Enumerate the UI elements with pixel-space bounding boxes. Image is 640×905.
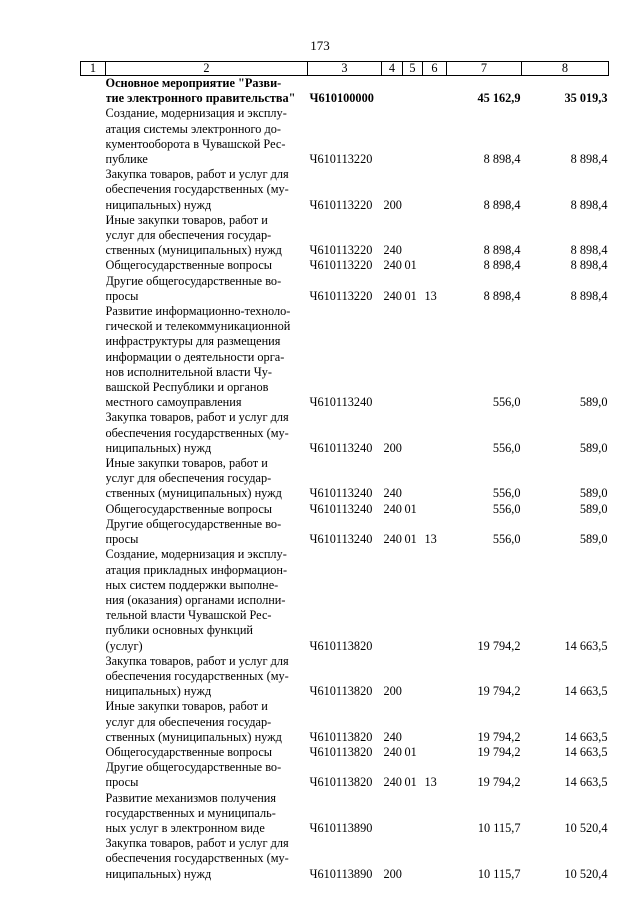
- description-line: ных систем поддержки выполне-: [105, 577, 279, 592]
- table-row: [81, 76, 609, 107]
- amount-year-2-cell: 10 520,4: [564, 820, 608, 835]
- section-cell: [403, 213, 423, 259]
- expense-type-cell: [382, 76, 403, 107]
- amount-year-2-cell: 14 663,5: [564, 729, 608, 744]
- description-line: ниципальных) нужд: [105, 684, 212, 699]
- expense-type-cell: 240: [383, 243, 402, 258]
- table-row: [81, 760, 609, 790]
- subsection-cell: [423, 106, 447, 167]
- amount-year-1-cell: 556,0: [492, 486, 521, 501]
- target-code-cell: Ч610113820: [309, 744, 373, 759]
- description-line: Иные закупки товаров, работ и: [105, 699, 268, 714]
- column-header: 1: [81, 62, 106, 76]
- description-cell: [106, 258, 308, 273]
- target-code-cell: Ч610113220: [309, 243, 373, 258]
- amount-year-2-cell: 589,0: [579, 395, 608, 410]
- amount-year-1-cell: 10 115,7: [477, 820, 521, 835]
- description-cell: [106, 760, 308, 790]
- description-line: Иные закупки товаров, работ и: [105, 456, 268, 471]
- row-number-cell: [81, 304, 106, 410]
- table-row: [81, 274, 609, 304]
- expense-type-cell: 240: [383, 729, 402, 744]
- row-number-cell: [81, 410, 106, 456]
- section-cell: 01: [404, 288, 417, 303]
- expense-type-cell: [382, 304, 403, 410]
- table-row: [81, 167, 609, 213]
- subsection-cell: [423, 547, 447, 653]
- amount-year-2-cell: 8 898,4: [570, 197, 608, 212]
- description-line: Развитие информационно-техноло-: [105, 304, 291, 319]
- description-line: обеспечения государственных (му-: [105, 182, 289, 197]
- description-line: ных услуг в электронном виде: [105, 820, 265, 835]
- subsection-cell: [423, 502, 447, 517]
- description-line: публике: [105, 152, 148, 167]
- subsection-cell: [423, 836, 447, 882]
- column-header: 8: [522, 62, 609, 76]
- row-number-cell: [81, 654, 106, 700]
- expense-type-cell: 240: [383, 775, 402, 790]
- table-row: [81, 699, 609, 745]
- description-line: обеспечения государственных (му-: [105, 851, 289, 866]
- description-line: Общегосударственные вопросы: [105, 258, 273, 273]
- table-row: [81, 410, 609, 456]
- expense-type-cell: 240: [383, 744, 402, 759]
- description-cell: [106, 167, 308, 213]
- column-header: 4: [382, 62, 403, 76]
- description-line: Создание, модернизация и эксплу-: [105, 106, 287, 121]
- target-code-cell: Ч610113220: [309, 258, 373, 273]
- expense-type-cell: 200: [383, 684, 402, 699]
- description-line: ниципальных) нужд: [105, 866, 212, 881]
- table-row: [81, 745, 609, 760]
- target-code-cell: Ч610113820: [309, 638, 373, 653]
- amount-year-1-cell: 8 898,4: [483, 152, 521, 167]
- amount-year-1-cell: 8 898,4: [483, 258, 521, 273]
- description-line: вашской Республики и органов: [105, 380, 269, 395]
- target-code-cell: Ч610113240: [309, 440, 373, 455]
- amount-year-2-cell: 589,0: [579, 440, 608, 455]
- expense-type-cell: 200: [383, 866, 402, 881]
- section-cell: 01: [404, 744, 417, 759]
- target-code-cell: Ч610113820: [309, 684, 373, 699]
- description-line: тельной власти Чувашской Рес-: [105, 608, 272, 623]
- description-line: обеспечения государственных (му-: [105, 425, 289, 440]
- description-line: ния (оказания) органами исполни-: [105, 592, 286, 607]
- description-line: Закупка товаров, работ и услуг для: [105, 653, 289, 668]
- expense-type-cell: [382, 547, 403, 653]
- target-code-cell: Ч610113240: [309, 395, 373, 410]
- amount-year-1-cell: 45 162,9: [477, 91, 521, 106]
- table-row: [81, 836, 609, 882]
- row-number-cell: [81, 274, 106, 304]
- description-cell: [106, 836, 308, 882]
- table-row: [81, 304, 609, 410]
- description-line: обеспечения государственных (му-: [105, 668, 289, 683]
- description-line: нов исполнительной власти Чу-: [105, 364, 272, 379]
- section-cell: [403, 547, 423, 653]
- target-code-cell: Ч610113890: [309, 820, 373, 835]
- amount-year-2-cell: 14 663,5: [564, 775, 608, 790]
- description-line: тие электронного правительства": [105, 91, 296, 106]
- section-cell: 01: [404, 258, 417, 273]
- subsection-cell: 13: [424, 288, 437, 303]
- amount-year-2-cell: 35 019,3: [564, 91, 608, 106]
- row-number-cell: [81, 76, 106, 107]
- expense-type-cell: 240: [383, 258, 402, 273]
- subsection-cell: [423, 699, 447, 745]
- amount-year-2-cell: 8 898,4: [570, 258, 608, 273]
- row-number-cell: [81, 106, 106, 167]
- expense-type-cell: 200: [383, 197, 402, 212]
- amount-year-1-cell: 19 794,2: [477, 684, 521, 699]
- description-line: Создание, модернизация и эксплу-: [105, 547, 287, 562]
- section-cell: 01: [404, 501, 417, 516]
- target-code-cell: Ч610113240: [309, 486, 373, 501]
- description-cell: [106, 410, 308, 456]
- amount-year-1-cell: 8 898,4: [483, 288, 521, 303]
- description-cell: [106, 654, 308, 700]
- row-number-cell: [81, 258, 106, 273]
- description-cell: [106, 76, 308, 107]
- row-number-cell: [81, 791, 106, 837]
- amount-year-1-cell: 556,0: [492, 532, 521, 547]
- description-cell: [106, 106, 308, 167]
- column-header: 3: [308, 62, 382, 76]
- amount-year-1-cell: 19 794,2: [477, 775, 521, 790]
- amount-year-2-cell: 10 520,4: [564, 866, 608, 881]
- subsection-cell: [423, 745, 447, 760]
- section-cell: [403, 456, 423, 502]
- description-line: публики основных функций: [105, 623, 253, 638]
- row-number-cell: [81, 517, 106, 547]
- description-line: ственных (муниципальных) нужд: [105, 486, 282, 501]
- description-line: услуг для обеспечения государ-: [105, 714, 272, 729]
- description-line: Другие общегосударственные во-: [105, 273, 282, 288]
- description-line: ниципальных) нужд: [105, 197, 212, 212]
- subsection-cell: 13: [424, 775, 437, 790]
- table-row: [81, 258, 609, 273]
- section-cell: [403, 699, 423, 745]
- description-line: Развитие механизмов получения: [105, 790, 277, 805]
- target-code-cell: Ч610113220: [309, 197, 373, 212]
- amount-year-1-cell: 8 898,4: [483, 197, 521, 212]
- budget-table: [80, 61, 609, 882]
- expense-type-cell: [382, 791, 403, 837]
- description-cell: [106, 274, 308, 304]
- target-code-cell: Ч610100000: [309, 91, 374, 106]
- description-line: ственных (муниципальных) нужд: [105, 243, 282, 258]
- section-cell: [403, 791, 423, 837]
- description-cell: [106, 547, 308, 653]
- description-line: ниципальных) нужд: [105, 440, 212, 455]
- description-line: Закупка товаров, работ и услуг для: [105, 836, 289, 851]
- description-line: Общегосударственные вопросы: [105, 501, 273, 516]
- expense-type-cell: 240: [383, 486, 402, 501]
- expense-type-cell: 200: [383, 440, 402, 455]
- amount-year-2-cell: 14 663,5: [564, 638, 608, 653]
- target-code-cell: Ч610113220: [309, 288, 373, 303]
- subsection-cell: [423, 76, 447, 107]
- subsection-cell: [423, 258, 447, 273]
- subsection-cell: [423, 456, 447, 502]
- description-line: Закупка товаров, работ и услуг для: [105, 167, 289, 182]
- target-code-cell: Ч610113240: [309, 532, 373, 547]
- row-number-cell: [81, 456, 106, 502]
- description-line: Иные закупки товаров, работ и: [105, 212, 268, 227]
- description-line: местного самоуправления: [105, 395, 242, 410]
- description-cell: [106, 745, 308, 760]
- amount-year-1-cell: 556,0: [492, 395, 521, 410]
- subsection-cell: [423, 410, 447, 456]
- row-number-cell: [81, 745, 106, 760]
- table-row: [81, 456, 609, 502]
- description-line: гической и телекоммуникационной: [105, 319, 291, 334]
- description-line: инфраструктуры для размещения: [105, 334, 281, 349]
- row-number-cell: [81, 836, 106, 882]
- description-line: Другие общегосударственные во-: [105, 516, 282, 531]
- column-header-row: [81, 62, 609, 76]
- row-number-cell: [81, 213, 106, 259]
- column-header: 5: [403, 62, 423, 76]
- amount-year-1-cell: 556,0: [492, 440, 521, 455]
- column-header: 6: [423, 62, 447, 76]
- target-code-cell: Ч610113220: [309, 152, 373, 167]
- section-cell: [403, 304, 423, 410]
- target-code-cell: Ч610113240: [309, 501, 373, 516]
- table-row: [81, 517, 609, 547]
- amount-year-2-cell: 589,0: [579, 532, 608, 547]
- amount-year-2-cell: 14 663,5: [564, 684, 608, 699]
- amount-year-2-cell: 8 898,4: [570, 288, 608, 303]
- description-line: атация системы электронного до-: [105, 121, 282, 136]
- description-line: (услуг): [105, 638, 143, 653]
- section-cell: 01: [404, 532, 417, 547]
- expense-type-cell: 240: [383, 288, 402, 303]
- description-cell: [106, 213, 308, 259]
- description-cell: [106, 502, 308, 517]
- description-line: Другие общегосударственные во-: [105, 760, 282, 775]
- description-cell: [106, 304, 308, 410]
- description-cell: [106, 699, 308, 745]
- expense-type-cell: [382, 106, 403, 167]
- amount-year-2-cell: 8 898,4: [570, 243, 608, 258]
- description-line: услуг для обеспечения государ-: [105, 471, 272, 486]
- target-code-cell: Ч610113820: [309, 729, 373, 744]
- table-row: [81, 213, 609, 259]
- table-row: [81, 791, 609, 837]
- amount-year-2-cell: 589,0: [579, 486, 608, 501]
- description-line: Закупка товаров, работ и услуг для: [105, 410, 289, 425]
- subsection-cell: 13: [424, 532, 437, 547]
- table-row: [81, 502, 609, 517]
- description-line: кументооборота в Чувашской Рес-: [105, 136, 286, 151]
- table-row: [81, 547, 609, 653]
- section-cell: [403, 836, 423, 882]
- subsection-cell: [423, 213, 447, 259]
- amount-year-1-cell: 19 794,2: [477, 744, 521, 759]
- description-line: услуг для обеспечения государ-: [105, 228, 272, 243]
- row-number-cell: [81, 547, 106, 653]
- subsection-cell: [423, 791, 447, 837]
- section-cell: [403, 167, 423, 213]
- description-line: государственных и муниципаль-: [105, 805, 276, 820]
- section-cell: [403, 410, 423, 456]
- description-line: Основное мероприятие "Разви-: [105, 76, 282, 90]
- row-number-cell: [81, 167, 106, 213]
- section-cell: [403, 106, 423, 167]
- amount-year-2-cell: 14 663,5: [564, 744, 608, 759]
- page-number: 173: [310, 38, 330, 53]
- subsection-cell: [423, 654, 447, 700]
- description-cell: [106, 456, 308, 502]
- description-line: информации о деятельности орга-: [105, 349, 285, 364]
- table-row: [81, 654, 609, 700]
- target-code-cell: Ч610113820: [309, 775, 373, 790]
- amount-year-1-cell: 19 794,2: [477, 638, 521, 653]
- amount-year-1-cell: 10 115,7: [477, 866, 521, 881]
- amount-year-1-cell: 556,0: [492, 501, 521, 516]
- subsection-cell: [423, 304, 447, 410]
- description-line: ственных (муниципальных) нужд: [105, 729, 282, 744]
- description-line: Общегосударственные вопросы: [105, 744, 273, 759]
- expense-type-cell: 240: [383, 501, 402, 516]
- row-number-cell: [81, 502, 106, 517]
- description-line: просы: [105, 532, 139, 547]
- amount-year-2-cell: 589,0: [579, 501, 608, 516]
- section-cell: [403, 76, 423, 107]
- row-number-cell: [81, 699, 106, 745]
- subsection-cell: [423, 167, 447, 213]
- expense-type-cell: 240: [383, 532, 402, 547]
- section-cell: 01: [404, 775, 417, 790]
- description-line: просы: [105, 775, 139, 790]
- amount-year-2-cell: 8 898,4: [570, 152, 608, 167]
- description-cell: [106, 517, 308, 547]
- table-row: [81, 106, 609, 167]
- description-cell: [106, 791, 308, 837]
- row-number-cell: [81, 760, 106, 790]
- amount-year-1-cell: 19 794,2: [477, 729, 521, 744]
- amount-year-1-cell: 8 898,4: [483, 243, 521, 258]
- description-line: просы: [105, 288, 139, 303]
- column-header: 7: [447, 62, 522, 76]
- column-header: 2: [106, 62, 308, 76]
- section-cell: [403, 654, 423, 700]
- description-line: атация прикладных информацион-: [105, 562, 288, 577]
- target-code-cell: Ч610113890: [309, 866, 373, 881]
